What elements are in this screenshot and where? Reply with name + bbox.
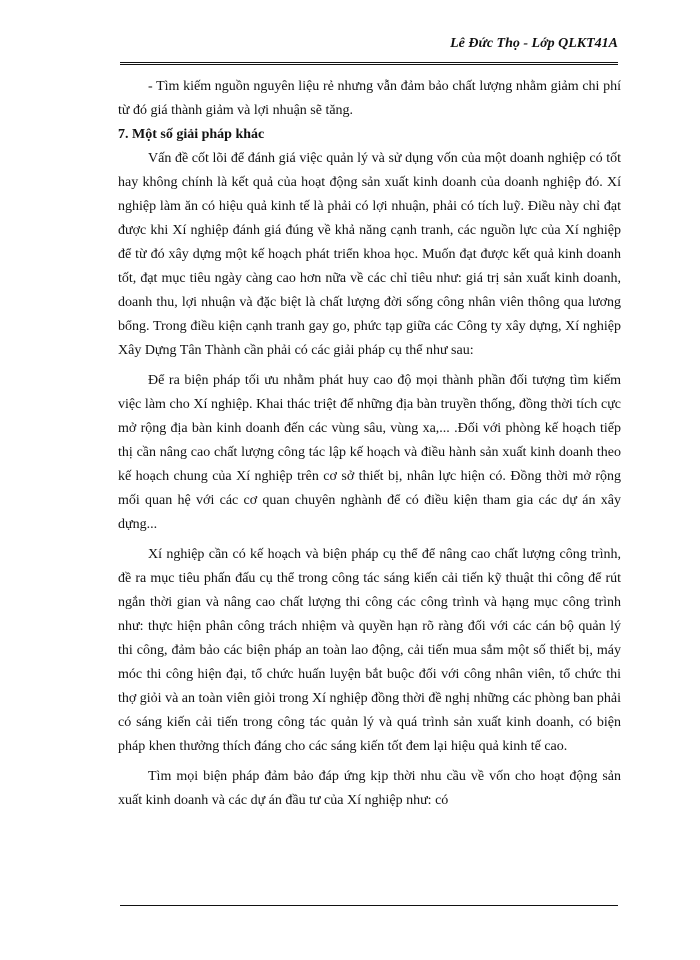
- running-header: Lê Đức Thọ - Lớp QLKT41A: [450, 36, 618, 51]
- footer-divider: [120, 905, 618, 906]
- body-paragraph: Để ra biện pháp tối ưu nhằm phát huy cao độ mọi thành phần đối tượng tìm kiếm việc làm cho Xí nghiệp. Khai thác triệt để những địa bàn truyền thống, đồng thời tích cực mở rộng địa bàn kinh doanh đến các vùng sâu, vùng xa,... .Đối với phòng kế hoạch tiếp thị cần nâng cao chất lượng công tác lập kế hoạch và điều hành sản xuất kinh doanh theo kế hoạch chung của Xí nghiệp trên cơ sở thiết bị, nhân lực hiện có. Đồng thời mở rộng mối quan hệ với các cơ quan chuyên nghành để có điều kiện tham gia các dự án xây dựng...: [118, 373, 621, 532]
- page-body: [118, 75, 621, 813]
- body-paragraph: Xí nghiệp cần có kế hoạch và biện pháp cụ thể để nâng cao chất lượng công trình, đề ra mục tiêu phấn đấu cụ thể trong công tác sáng kiến cải tiến kỹ thuật thi công để rút ngắn thời gian và nâng cao chất lượng thi công các công trình và hạng mục công trình như: thực hiện phân công trách nhiệm và quyền hạn rõ ràng đối với các cán bộ quản lý thi công, đảm bảo các biện pháp an toàn lao động, cải tiến mua sắm một số thiết bị, máy móc thi công hiện đại, tổ chức huấn luyện bắt buộc đối với công nhân viên, tổ chức thi thợ giỏi và an toàn viên giỏi trong Xí nghiệp đồng thời đề nghị những các phòng ban phải có sáng kiến cải tiến trong công tác quản lý và quá trình sản xuất kinh doanh, có biện pháp khen thưởng thích đáng cho các sáng kiến tốt đem lại hiệu quả kinh tế cao.: [118, 547, 621, 754]
- header-divider: [120, 62, 618, 65]
- body-paragraph: Tìm mọi biện pháp đảm bảo đáp ứng kịp thời nhu cầu về vốn cho hoạt động sản xuất kinh doanh và các dự án đầu tư của Xí nghiệp như: có: [118, 769, 621, 808]
- intro-paragraph: - Tìm kiếm nguồn nguyên liệu rẻ nhưng vẫn đảm bảo chất lượng nhằm giảm chi phí từ đó giá thành giảm và lợi nhuận sẽ tăng.: [118, 79, 621, 118]
- section-heading: 7. Một số giải pháp khác: [118, 127, 265, 142]
- body-paragraph: Vấn đề cốt lõi để đánh giá việc quản lý và sử dụng vốn của một doanh nghiệp có tốt hay không chính là kết quả của hoạt động sản xuất kinh doanh của doanh nghiệp đó. Xí nghiệp làm ăn có hiệu quả kinh tế là phải có lợi nhuận, phải có tích luỹ. Điều này chỉ đạt được khi Xí nghiệp đánh giá đúng về khả năng cạnh tranh, các nguồn lực của Xí nghiệp để từ đó xây dựng một kế hoạch phát triển khoa học. Muốn đạt được kết quả kinh doanh tốt, đạt mục tiêu ngày càng cao hơn nữa về các chỉ tiêu như: giá trị sản xuất kinh doanh, doanh thu, lợi nhuận và đặc biệt là chất lượng đời sống công nhân viên thông qua lương bổng. Trong điều kiện cạnh tranh gay go, phức tạp giữa các Công ty xây dựng, Xí nghiệp Xây Dựng Tân Thành cần phải có các giải pháp cụ thể như sau:: [118, 151, 621, 358]
